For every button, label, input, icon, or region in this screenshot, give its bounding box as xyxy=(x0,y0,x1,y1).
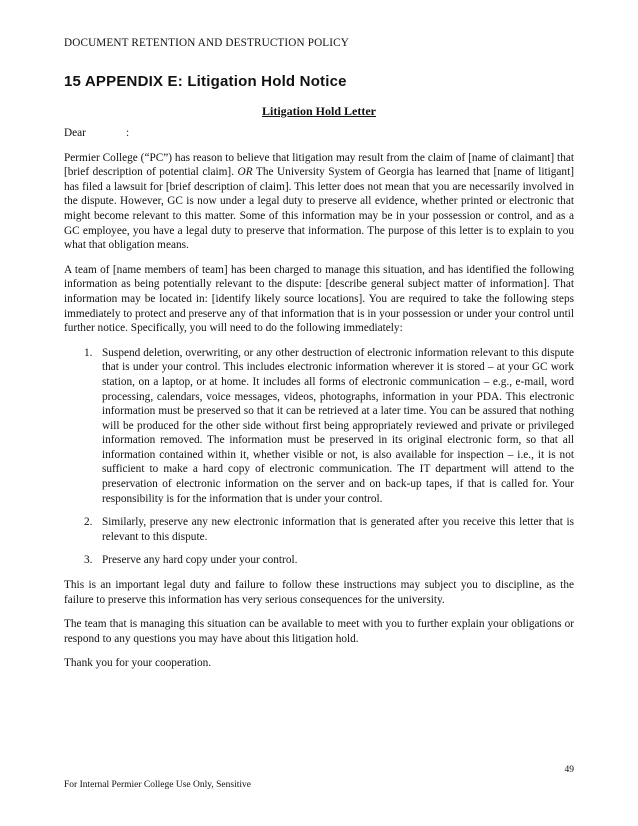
list-item xyxy=(64,553,574,568)
paragraph-1 xyxy=(64,151,574,253)
salutation xyxy=(64,126,574,141)
list-item xyxy=(64,346,574,507)
footer-note: For Internal Permier College Use Only, Sensitive xyxy=(64,780,251,790)
paragraph-1-or: OR xyxy=(237,166,253,179)
closing-line: Thank you for your cooperation. xyxy=(64,657,212,670)
running-header: DOCUMENT RETENTION AND DESTRUCTION POLICY xyxy=(64,37,350,49)
step-number: 1. xyxy=(84,346,93,359)
salutation-colon: : xyxy=(125,127,130,139)
letter-title: Litigation Hold Letter xyxy=(262,104,376,118)
paragraph-3: This is an important legal duty and failure to follow these instructions may subject you to discipline, as the failure to preserve this information has very serious consequences for the university. xyxy=(64,579,574,606)
list-item xyxy=(64,515,574,544)
paragraph-2: A team of [name members of team] has been charged to manage this situation, and has identified the following information as being potentially relevant to the dispute: [describe general subject matter of information]. That information may be located in: [identify likely source locations]. You are required to take the following steps immediately to protect and preserve any of that information that is in your possession or under your control until further notice. Specifically, you will need to do the following immediately: xyxy=(64,263,574,335)
letter-body xyxy=(64,126,574,681)
paragraph-4: The team that is managing this situation can be available to meet with you to further explain your obligations or respond to any questions you may have about this litigation hold. xyxy=(64,618,574,645)
step-number: 3. xyxy=(84,554,93,567)
step-text: Suspend deletion, overwriting, or any other destruction of electronic information relevant to this dispute that is under your control. This includes electronic information wherever it is stored – at your GC work station, on a laptop, or at home. It includes all forms of electronic communication – e.g., e-mail, word processing, calendars, voice messages, videos, photographs, information in your PDA. This electronic information must be preserved so that it can be retrieved at a later time. You can be assured that nothing will be produced for the other side without first being appropriately reviewed and private or privileged information removed. The information must be preserved in its original electronic form, so that all information contained within it, whether visible or not, is also available for inspection – i.e., it is not sufficient to make a hard copy of electronic communication. The IT department will attend to the preservation of electronic information on the server and on back-up tapes, if that is called for. Your responsibility is for the information that is under your control. xyxy=(102,346,574,505)
section-heading: 15 APPENDIX E: Litigation Hold Notice xyxy=(64,73,347,90)
step-number: 2. xyxy=(84,516,93,529)
steps-list xyxy=(64,346,574,568)
step-text: Similarly, preserve any new electronic information that is generated after you receive this letter that is relevant to this dispute. xyxy=(102,516,574,543)
step-text: Preserve any hard copy under your control. xyxy=(102,554,298,567)
paragraph-1-part-a: Permier College (“PC”) has reason to believe that litigation may result from the claim of [name of claimant] that [brief description of potential claim]. xyxy=(64,151,574,179)
paragraph-1-part-b: The University System of Georgia has learned that [name of litigant] has filed a lawsuit for [brief description of claim]. This letter does not mean that you are necessarily involved in the dispute. However, GC is now under a legal duty to preserve all evidence, whether printed or electronic that might become relevant to this matter. Some of this information may be in your possession or control, and as a GC employee, you have a legal duty to preserve that information. The purpose of this letter is to explain to you what that obligation means. xyxy=(64,166,574,252)
page-number: 49 xyxy=(564,765,574,775)
salutation-text: Dear xyxy=(64,127,86,139)
